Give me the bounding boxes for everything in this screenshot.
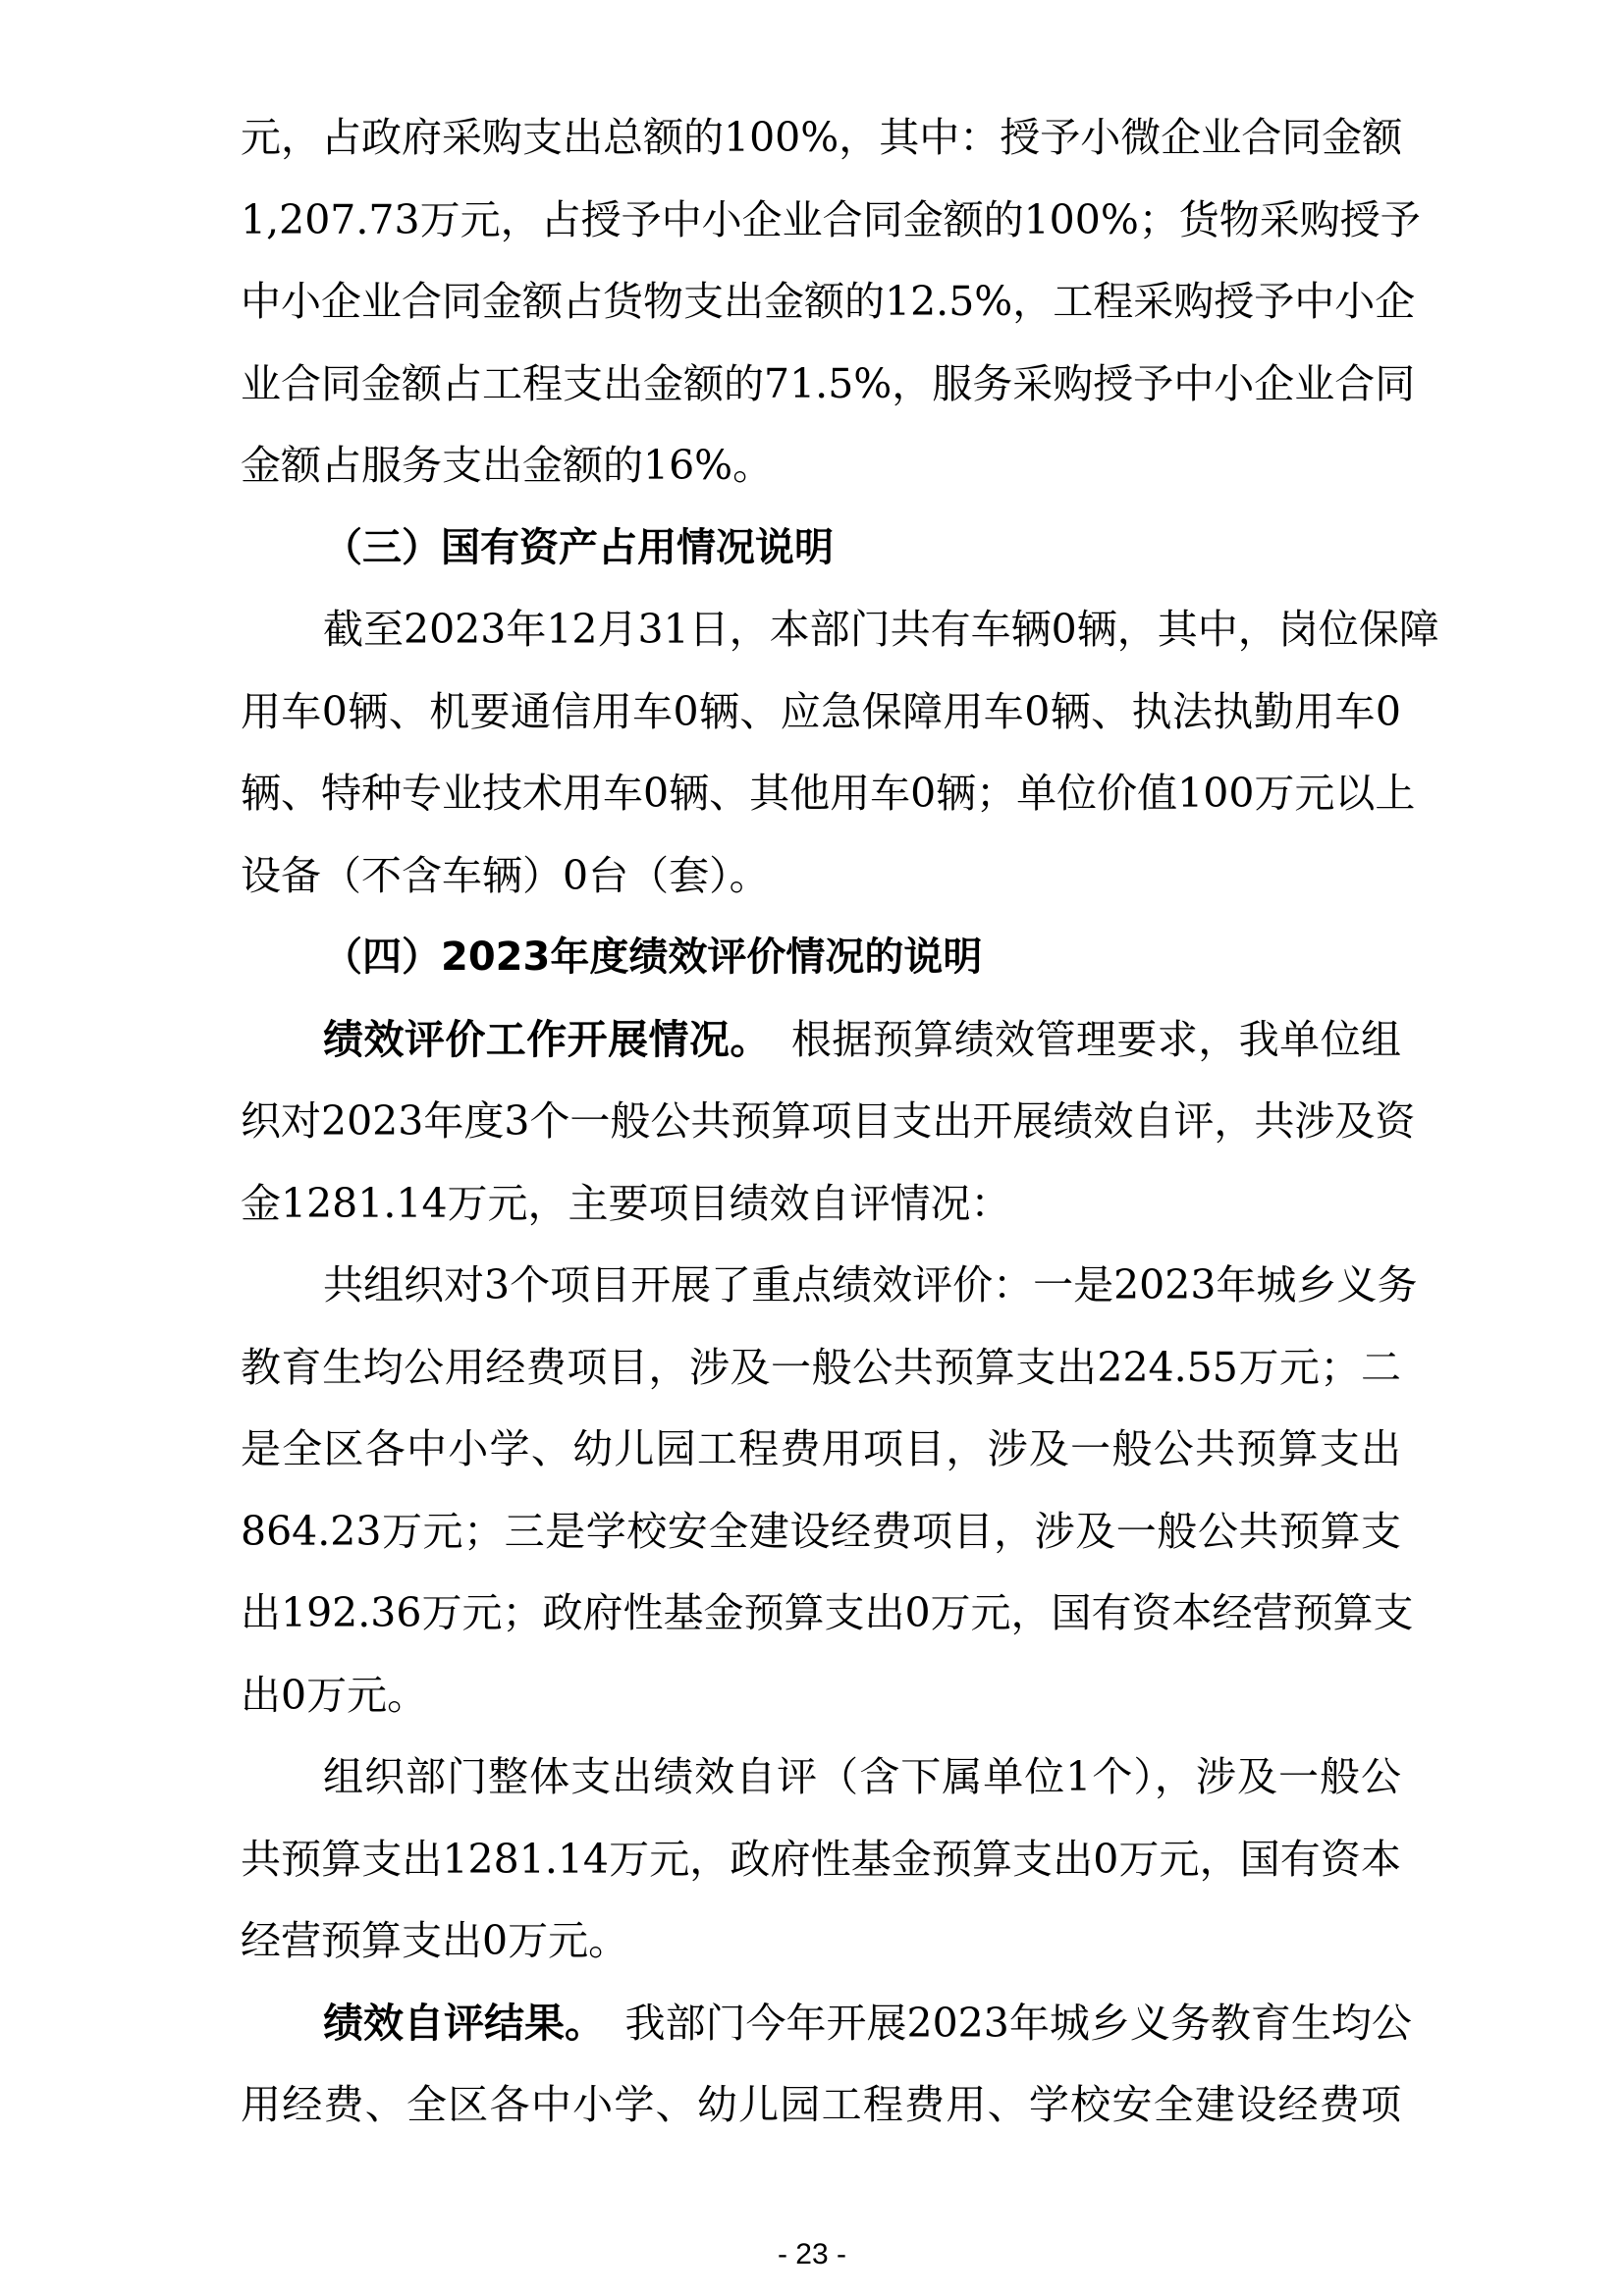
text-line: 出0万元。 (241, 1671, 428, 1719)
key-projects-paragraph (241, 1245, 1418, 1736)
text-line: 教育生均公用经费项目，涉及一般公共预算支出224.55万元；二 (241, 1343, 1401, 1391)
text-line (241, 1983, 1412, 2065)
text-line: 出192.36万元；政府性基金预算支出0万元，国有资本经营预算支 (241, 1589, 1414, 1636)
text-line: 截至2023年12月31日，本部门共有车辆0辆，其中，岗位保障 (323, 606, 1439, 653)
text-line: 共预算支出1281.14万元，政府性基金预算支出0万元，国有资本 (241, 1835, 1401, 1883)
state-assets-paragraph (241, 589, 1439, 917)
section-heading-state-assets: （三）国有资产占用情况说明 (323, 524, 834, 570)
text-line: 用车0辆、机要通信用车0辆、应急保障用车0辆、执法执勤用车0 (241, 687, 1401, 735)
evaluation-work-paragraph (241, 999, 1416, 1246)
overall-evaluation-paragraph (241, 1736, 1401, 1983)
text-line (241, 999, 1401, 1082)
text-span: 我部门今年开展2023年城乡义务教育生均公 (624, 1999, 1412, 2047)
text-line: 辆、特种专业技术用车0辆、其他用车0辆；单位价值100万元以上 (241, 770, 1416, 817)
document-page (241, 97, 1439, 2147)
paragraph-lead-bold: 绩效评价工作开展情况。 (323, 1015, 771, 1063)
text-line: 元，占政府采购支出总额的100%，其中：授予小微企业合同金额 (241, 114, 1403, 161)
section-heading-performance-evaluation: （四）2023年度绩效评价情况的说明 (323, 934, 983, 980)
self-evaluation-result-paragraph (241, 1983, 1412, 2147)
paragraph-lead-bold: 绩效自评结果。 (323, 1999, 605, 2047)
text-line: 金额占服务支出金额的16%。 (241, 442, 774, 489)
text-line: 经营预算支出0万元。 (241, 1917, 629, 1964)
text-line: 是全区各中小学、幼儿园工程费用项目，涉及一般公共预算支出 (241, 1425, 1401, 1472)
text-line: 864.23万元；三是学校安全建设经费项目，涉及一般公共预算支 (241, 1507, 1401, 1555)
procurement-paragraph (241, 97, 1421, 507)
text-line: 共组织对3个项目开展了重点绩效评价：一是2023年城乡义务 (323, 1261, 1418, 1308)
text-line: 用经费、全区各中小学、幼儿园工程费用、学校安全建设经费项 (241, 2081, 1401, 2128)
text-line: 业合同金额占工程支出金额的71.5%，服务采购授予中小企业合同 (241, 359, 1416, 407)
text-line: 织对2023年度3个一般公共预算项目支出开展绩效自评，共涉及资 (241, 1097, 1416, 1145)
text-line: 1,207.73万元，占授予中小企业合同金额的100%；货物采购授予 (241, 195, 1421, 243)
page-number: - 23 - (777, 2238, 847, 2270)
text-line: 组织部门整体支出绩效自评（含下属单位1个），涉及一般公 (323, 1753, 1401, 1800)
text-span: 根据预算绩效管理要求，我单位组 (790, 1015, 1402, 1063)
text-line: 金1281.14万元，主要项目绩效自评情况： (241, 1179, 1011, 1227)
text-line: 中小企业合同金额占货物支出金额的12.5%，工程采购授予中小企 (241, 278, 1416, 325)
text-line: 设备（不含车辆）0台（套）。 (241, 851, 770, 899)
